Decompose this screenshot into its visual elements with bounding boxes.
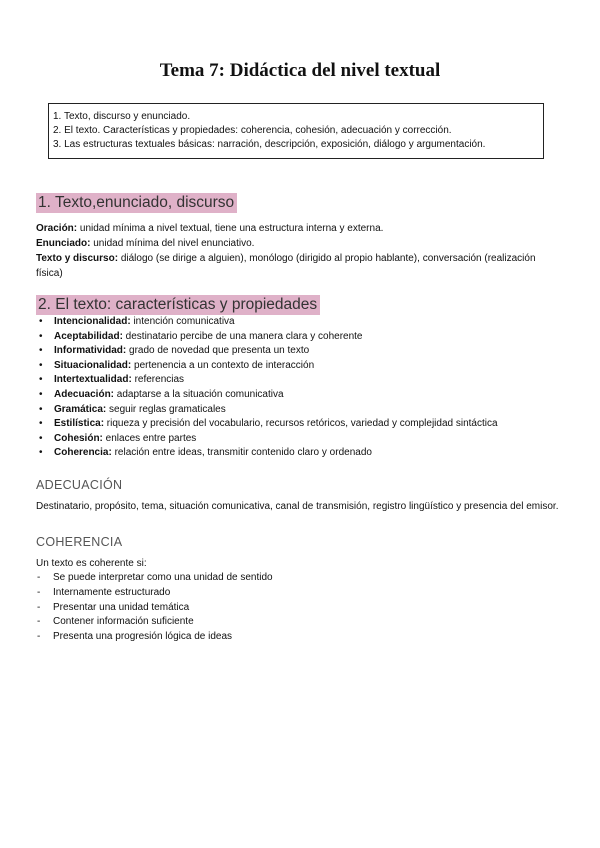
- coherencia-list: [36, 571, 564, 645]
- property-term: Intertextualidad:: [54, 374, 132, 386]
- definition-item: [36, 251, 564, 281]
- coherencia-intro: Un texto es coherente si:: [36, 557, 147, 569]
- list-item: [36, 417, 564, 432]
- property-text: destinatario percibe de una manera clara y coherente: [122, 330, 363, 342]
- property-term: Estilística:: [54, 418, 105, 430]
- property-text: enlaces entre partes: [102, 432, 197, 444]
- property-text: seguir reglas gramaticales: [106, 403, 226, 415]
- list-item: [36, 373, 564, 388]
- coherencia-heading: COHERENCIA: [36, 534, 123, 549]
- property-term: Aceptabilidad:: [54, 330, 123, 342]
- section-2-heading-wrap: [36, 295, 564, 315]
- definition-text: unidad mínima del nivel enunciativo.: [90, 238, 255, 249]
- property-text: intención comunicativa: [130, 316, 235, 327]
- property-term: Intencionalidad:: [54, 316, 131, 327]
- properties-list: [36, 315, 564, 461]
- page-title: Tema 7: Didáctica del nivel textual: [159, 60, 441, 81]
- property-text: grado de novedad que presenta un texto: [126, 345, 310, 357]
- property-text: riqueza y precisión del vocabulario, recursos retóricos, variedad y complejidad sintáctica: [104, 418, 498, 430]
- list-item: - Presenta una progresión lógica de ideas: [36, 630, 564, 645]
- definition-term: Texto y discurso:: [36, 253, 119, 264]
- table-of-contents: [48, 103, 544, 159]
- definition-term: Enunciado:: [36, 238, 91, 249]
- list-item: - Contener información suficiente: [36, 615, 564, 630]
- list-item: - Presentar una unidad temática: [36, 601, 564, 616]
- adecuacion-heading: ADECUACIÓN: [36, 477, 123, 492]
- list-item: [36, 344, 564, 359]
- list-item: [36, 403, 564, 418]
- adecuacion-text: Destinatario, propósito, tema, situación comunicativa, canal de transmisión, registro lingüístico y presencia del emisor.: [36, 500, 559, 512]
- toc-item-2: 2. El texto. Características y propiedades: coherencia, cohesión, adecuación y corrección.: [53, 125, 452, 136]
- property-text: adaptarse a la situación comunicativa: [114, 388, 284, 400]
- definitions: [36, 221, 564, 281]
- definition-item: [36, 236, 564, 251]
- definition-item: [36, 221, 564, 236]
- property-term: Adecuación:: [54, 388, 115, 400]
- list-item: [36, 330, 564, 345]
- list-item: - Se puede interpretar como una unidad de sentido: [36, 571, 564, 586]
- property-text: relación entre ideas, transmitir contenido claro y ordenado: [111, 447, 372, 459]
- toc-item-3: 3. Las estructuras textuales básicas: narración, descripción, exposición, diálogo y argumentación.: [53, 139, 486, 150]
- property-term: Gramática:: [54, 403, 107, 415]
- property-term: Situacionalidad:: [54, 359, 132, 371]
- list-item: [36, 432, 564, 447]
- list-item: [36, 315, 564, 330]
- section-2-heading: 2. El texto: características y propiedades: [36, 295, 320, 315]
- definition-text: diálogo (se dirige a alguien), monólogo (dirigido al propio hablante), conversación (realización física): [36, 253, 536, 279]
- definition-term: Oración:: [36, 223, 78, 234]
- property-term: Informatividad:: [54, 345, 127, 357]
- list-item: [36, 388, 564, 403]
- list-item: [36, 446, 564, 461]
- list-item: - Internamente estructurado: [36, 586, 564, 601]
- property-term: Coherencia:: [54, 447, 112, 459]
- definition-text: unidad mínima a nivel textual, tiene una estructura interna y externa.: [77, 223, 384, 234]
- list-item: [36, 359, 564, 374]
- toc-item-1: 1. Texto, discurso y enunciado.: [53, 111, 191, 122]
- property-term: Cohesión:: [54, 432, 103, 444]
- property-text: referencias: [131, 374, 185, 386]
- section-1-heading: 1. Texto,enunciado, discurso: [36, 193, 237, 213]
- section-1-heading-wrap: [36, 193, 564, 213]
- property-text: pertenencia a un contexto de interacción: [131, 359, 315, 371]
